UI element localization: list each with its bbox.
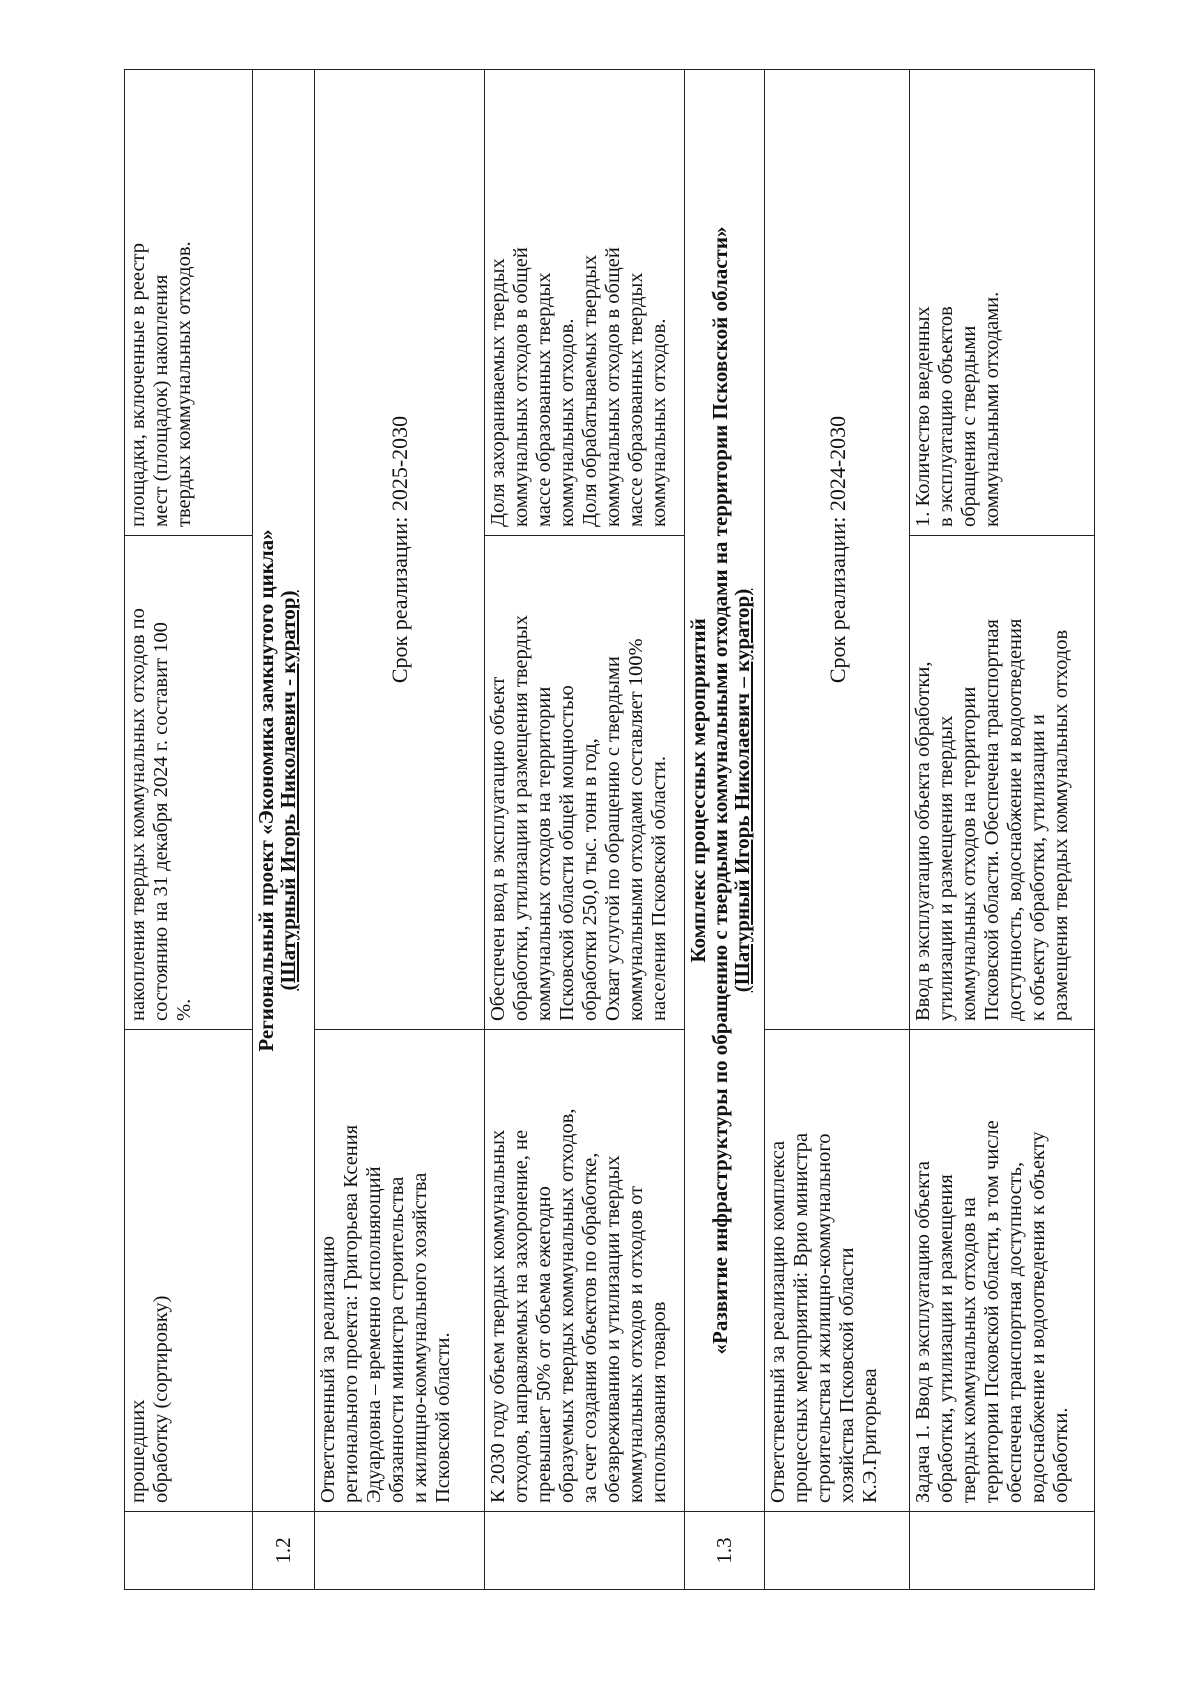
- section-header-row: [253, 70, 315, 1590]
- term-cell: Срок реализации: 2025-2030: [315, 70, 485, 1030]
- section-title: [253, 70, 315, 1512]
- responsible-cell: Ответственный за реализацию регионального проекта: Григорьева Ксения Эдуардовна – временно исполняющий обязанности министра строительства и жилищно-коммунального хозяйства Псковской области.: [315, 1030, 485, 1512]
- row-number-cell: [765, 1512, 910, 1590]
- row-number-cell: [910, 1512, 1095, 1590]
- activity-cell: прошедших обработку (сортировку): [125, 1030, 253, 1512]
- indicator-cell: Доля захораниваемых твердых коммунальных отходов в общей массе образованных твердых коммунальных отходов. Доля обрабатываемых твердых коммунальных отходов в общей массе образованных твердых коммунальных отходов.: [485, 70, 685, 536]
- section-header-row: [685, 70, 765, 1590]
- row-number-cell: [315, 1512, 485, 1590]
- indicator-cell: площадки, включенные в реестр мест (площадок) накопления твердых коммунальных отходов.: [125, 70, 253, 536]
- rotated-page: [124, 70, 1094, 1590]
- table-row: [125, 70, 253, 1590]
- term-cell: Срок реализации: 2024-2030: [765, 70, 910, 1030]
- table-row: [765, 70, 910, 1590]
- responsible-cell: Ответственный за реализацию комплекса процессных мероприятий: Врио министра строительства и жилищно-коммунального хозяйства Псковской области К.Э.Григорьева: [765, 1030, 910, 1512]
- table-row: [910, 70, 1095, 1590]
- section-title: [685, 70, 765, 1512]
- complex-curator: (Шатурный Игорь Николаевич – куратор): [730, 588, 754, 993]
- complex-label: Комплекс процессных мероприятий: [686, 618, 710, 963]
- indicator-cell: 1. Количество введенных в эксплуатацию объектов обращения с твердыми коммунальными отходами.: [910, 70, 1095, 536]
- row-number-cell: [125, 1512, 253, 1590]
- table-row: [315, 70, 485, 1590]
- section-number: 1.3: [685, 1512, 765, 1590]
- goal-cell: К 2030 году объем твердых коммунальных отходов, направляемых на захоронение, не превышает 50% от объема ежегодно образуемых твердых коммунальных отходов, за счет создания объектов по обработке, обезвреживанию и утилизации твердых коммунальных отходов и отходов от использования товаров: [485, 1030, 685, 1512]
- task-cell: Задача 1. Ввод в эксплуатацию объекта обработки, утилизации и размещения твердых коммунальных отходов на территории Псковской области, в том числе обеспечена транспортная доступность, водоснабжение и водоотведения к объекту обработки.: [910, 1030, 1095, 1512]
- section-number: 1.2: [253, 1512, 315, 1590]
- row-number-cell: [485, 1512, 685, 1590]
- table-row: [485, 70, 685, 1590]
- result-cell: Ввод в эксплуатацию объекта обработки, утилизации и размещения твердых коммунальных отходов на территории Псковской области. Обеспечена транспортная доступность, водоснабжение и водоотведения к объекту обработки, утилизации и размещения твердых коммунальных отходов: [910, 536, 1095, 1030]
- measures-table: [124, 69, 1095, 1590]
- result-cell: Обеспечен ввод в эксплуатацию объект обработки, утилизации и размещения твердых коммунальных отходов на территории Псковской области общей мощностью обработки 250,0 тыс. тонн в год, Охват услугой по обращению с твердыми коммунальными отходами составляет 100% населения Псковской области.: [485, 536, 685, 1030]
- complex-title: «Развитие инфраструктуры по обращению с твердыми коммунальными отходами на территории Псковской области»: [708, 226, 732, 1355]
- project-curator: (Шатурный Игорь Николаевич - куратор): [276, 590, 300, 991]
- project-title: Региональный проект «Экономика замкнутого цикла»: [254, 529, 278, 1052]
- result-cell: накопления твердых коммунальных отходов по состоянию на 31 декабря 2024 г. составит 100 %.: [125, 536, 253, 1030]
